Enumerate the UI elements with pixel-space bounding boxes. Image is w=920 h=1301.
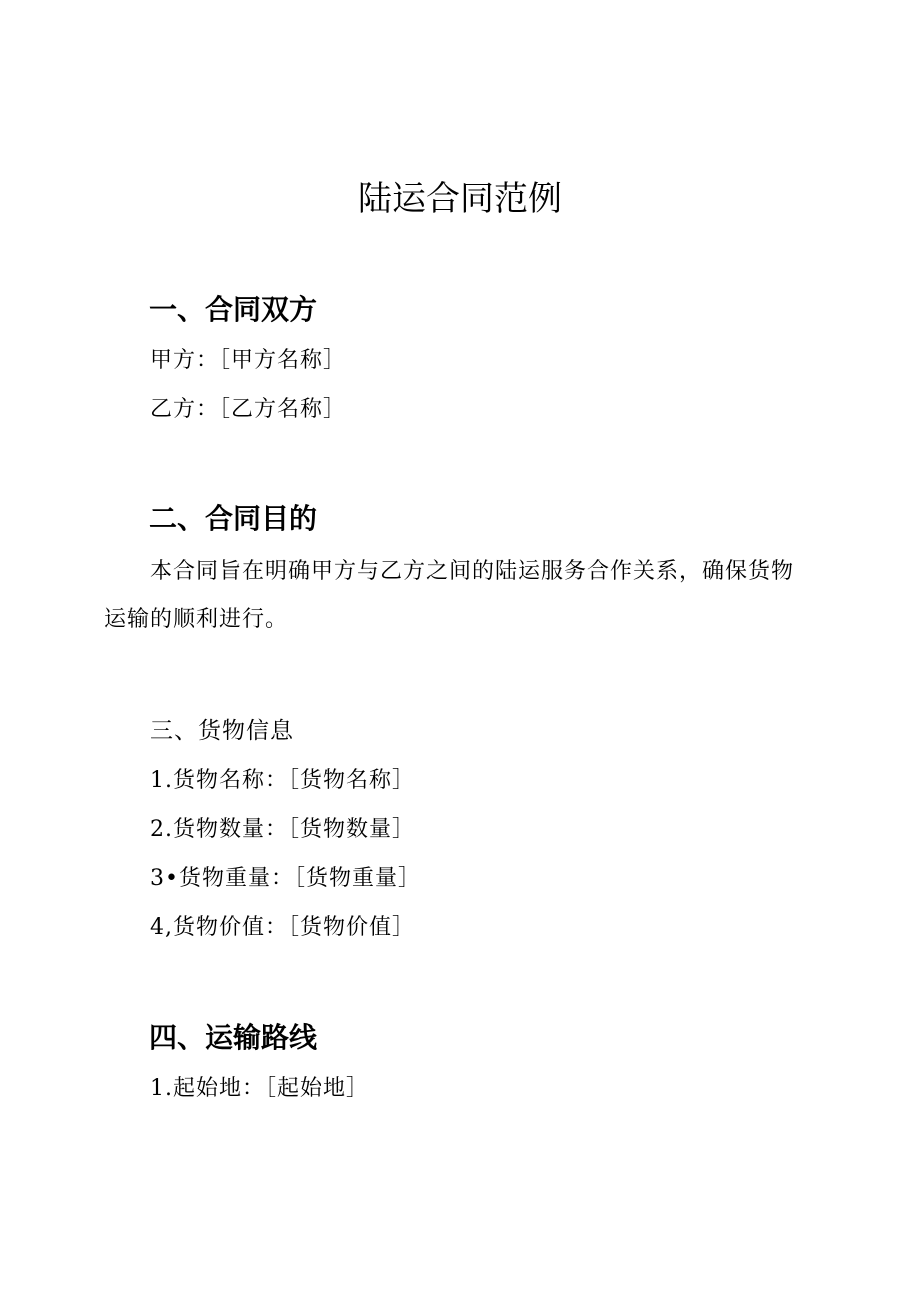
- document-title: 陆运合同范例: [358, 179, 562, 219]
- route-item-origin: 1.起始地：［起始地］: [150, 1076, 369, 1101]
- section-heading-route: 四、运输路线: [149, 1021, 318, 1054]
- purpose-paragraph-line-1: 本合同旨在明确甲方与乙方之间的陆运服务合作关系，确保货物: [150, 559, 795, 584]
- cargo-item-value: 4,货物价值：［货物价值］: [150, 915, 415, 940]
- cargo-item-name: 1.货物名称：［货物名称］: [150, 768, 415, 793]
- party-a-line: 甲方：［甲方名称］: [150, 348, 347, 373]
- section-heading-purpose: 二、合同目的: [149, 502, 318, 535]
- cargo-item-weight: 3•货物重量：［货物重量］: [150, 866, 421, 891]
- purpose-paragraph-line-2: 运输的顺利进行。: [104, 607, 289, 632]
- section-heading-cargo: 三、货物信息: [150, 718, 294, 744]
- cargo-item-quantity: 2.货物数量：［货物数量］: [150, 817, 415, 842]
- party-b-line: 乙方：［乙方名称］: [150, 397, 347, 422]
- section-heading-parties: 一、合同双方: [149, 293, 318, 326]
